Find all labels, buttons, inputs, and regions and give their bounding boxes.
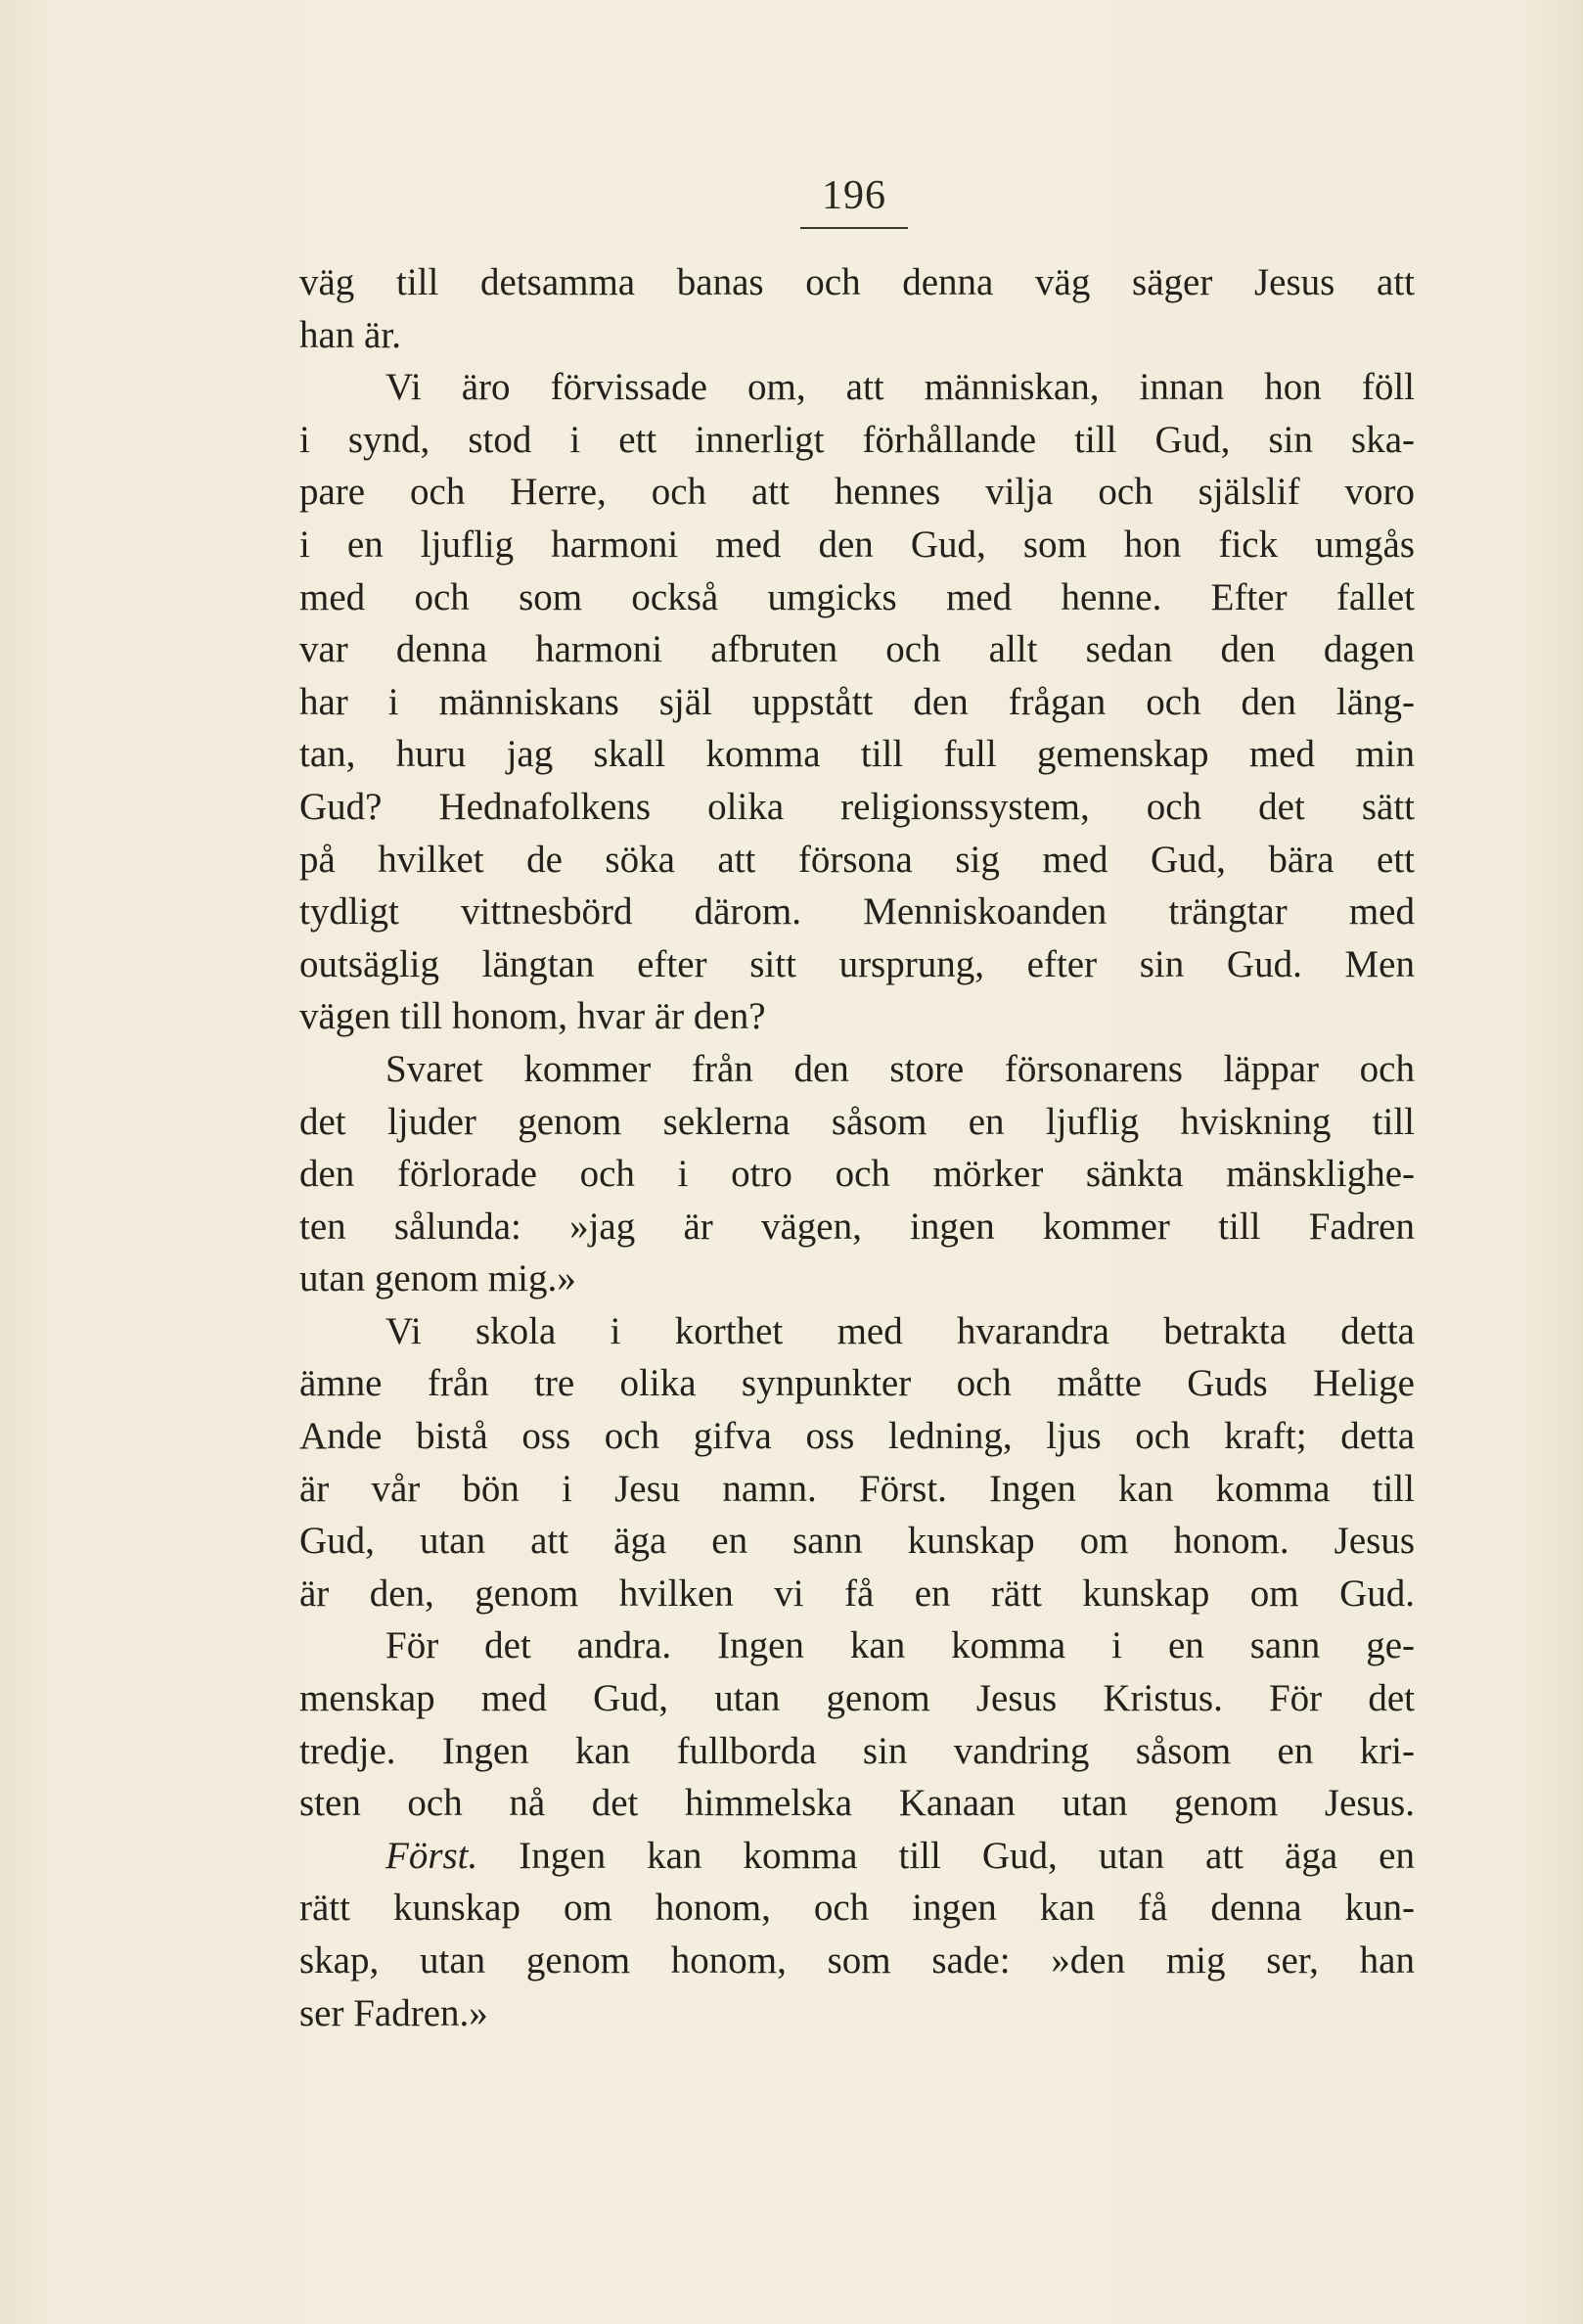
text-line: Gud, utan att äga en sann kunskap om honom. Jesus: [299, 1520, 1415, 1563]
text-line: med och som också umgicks med henne. Efter fallet: [299, 575, 1415, 618]
text-line: menskap med Gud, utan genom Jesus Kristus. För det: [299, 1677, 1415, 1720]
text-line: tan, huru jag skall komma till full gemenskap med min: [299, 733, 1415, 776]
text-line: är den, genom hvilken vi få en rätt kunskap om Gud.: [299, 1572, 1415, 1615]
section-heading: Först.: [385, 1834, 478, 1877]
text-line: rätt kunskap om honom, och ingen kan få denna kun-: [299, 1887, 1415, 1930]
text-line: var denna harmoni afbruten och allt sedan den dagen: [299, 628, 1415, 671]
text-line: tydligt vittnesbörd därom. Menniskoanden trängtar med: [299, 890, 1415, 934]
text-line: outsäglig längtan efter sitt ursprung, efter sin Gud. Men: [299, 942, 1415, 985]
page-number-rule: [800, 227, 908, 229]
text-line: är vår bön i Jesu namn. Först. Ingen kan komma till: [299, 1467, 1415, 1510]
text-line: väg till detsamma banas och denna väg säger Jesus att: [299, 261, 1415, 303]
text-line: Vi äro förvissade om, att människan, innan hon föll: [385, 366, 1415, 409]
text-line: vägen till honom, hvar är den?: [299, 995, 766, 1038]
text-line: tredje. Ingen kan fullborda sin vandring såsom en kri-: [299, 1729, 1415, 1772]
text-line: Svaret kommer från den store försonarens läppar och: [385, 1047, 1415, 1090]
text-line: ämne från tre olika synpunkter och måtte Guds Helige: [299, 1362, 1415, 1405]
text-line: den förlorade och i otro och mörker sänkta mänsklighe-: [299, 1153, 1415, 1196]
text-line: har i människans själ uppstått den frågan och den läng-: [299, 680, 1415, 723]
text-line: pare och Herre, och att hennes vilja och själslif voro: [299, 471, 1415, 514]
text-line: i en ljuflig harmoni med den Gud, som hon fick umgås: [299, 523, 1415, 566]
text-line: skap, utan genom honom, som sade: »den mig ser, han: [299, 1939, 1415, 1982]
text-line: Vi skola i korthet med hvarandra betrakta detta: [385, 1309, 1415, 1352]
text-line-with-heading: [299, 1830, 1415, 1883]
text-line-continuation: Ingen kan komma till Gud, utan att äga en: [477, 1834, 1415, 1877]
text-line: det ljuder genom seklerna såsom en ljuflig hviskning till: [299, 1100, 1415, 1143]
body-text: [299, 256, 1415, 2039]
text-line: han är.: [299, 313, 401, 356]
text-line: utan genom mig.»: [299, 1257, 576, 1300]
text-line: ten sålunda: »jag är vägen, ingen kommer till Fadren: [299, 1205, 1415, 1248]
text-line: Gud? Hednafolkens olika religionssystem, och det sätt: [299, 785, 1415, 828]
text-line: sten och nå det himmelska Kanaan utan genom Jesus.: [299, 1782, 1415, 1825]
text-line: i synd, stod i ett innerligt förhållande till Gud, sin ska-: [299, 418, 1415, 461]
text-line: Ande bistå oss och gifva oss ledning, ljus och kraft; detta: [299, 1415, 1415, 1458]
page-number: 196: [822, 173, 886, 218]
text-line: ser Fadren.»: [299, 1991, 488, 2034]
text-line: För det andra. Ingen kan komma i en sann ge-: [385, 1624, 1415, 1667]
text-line: på hvilket de söka att försona sig med Gud, bära ett: [299, 838, 1415, 881]
